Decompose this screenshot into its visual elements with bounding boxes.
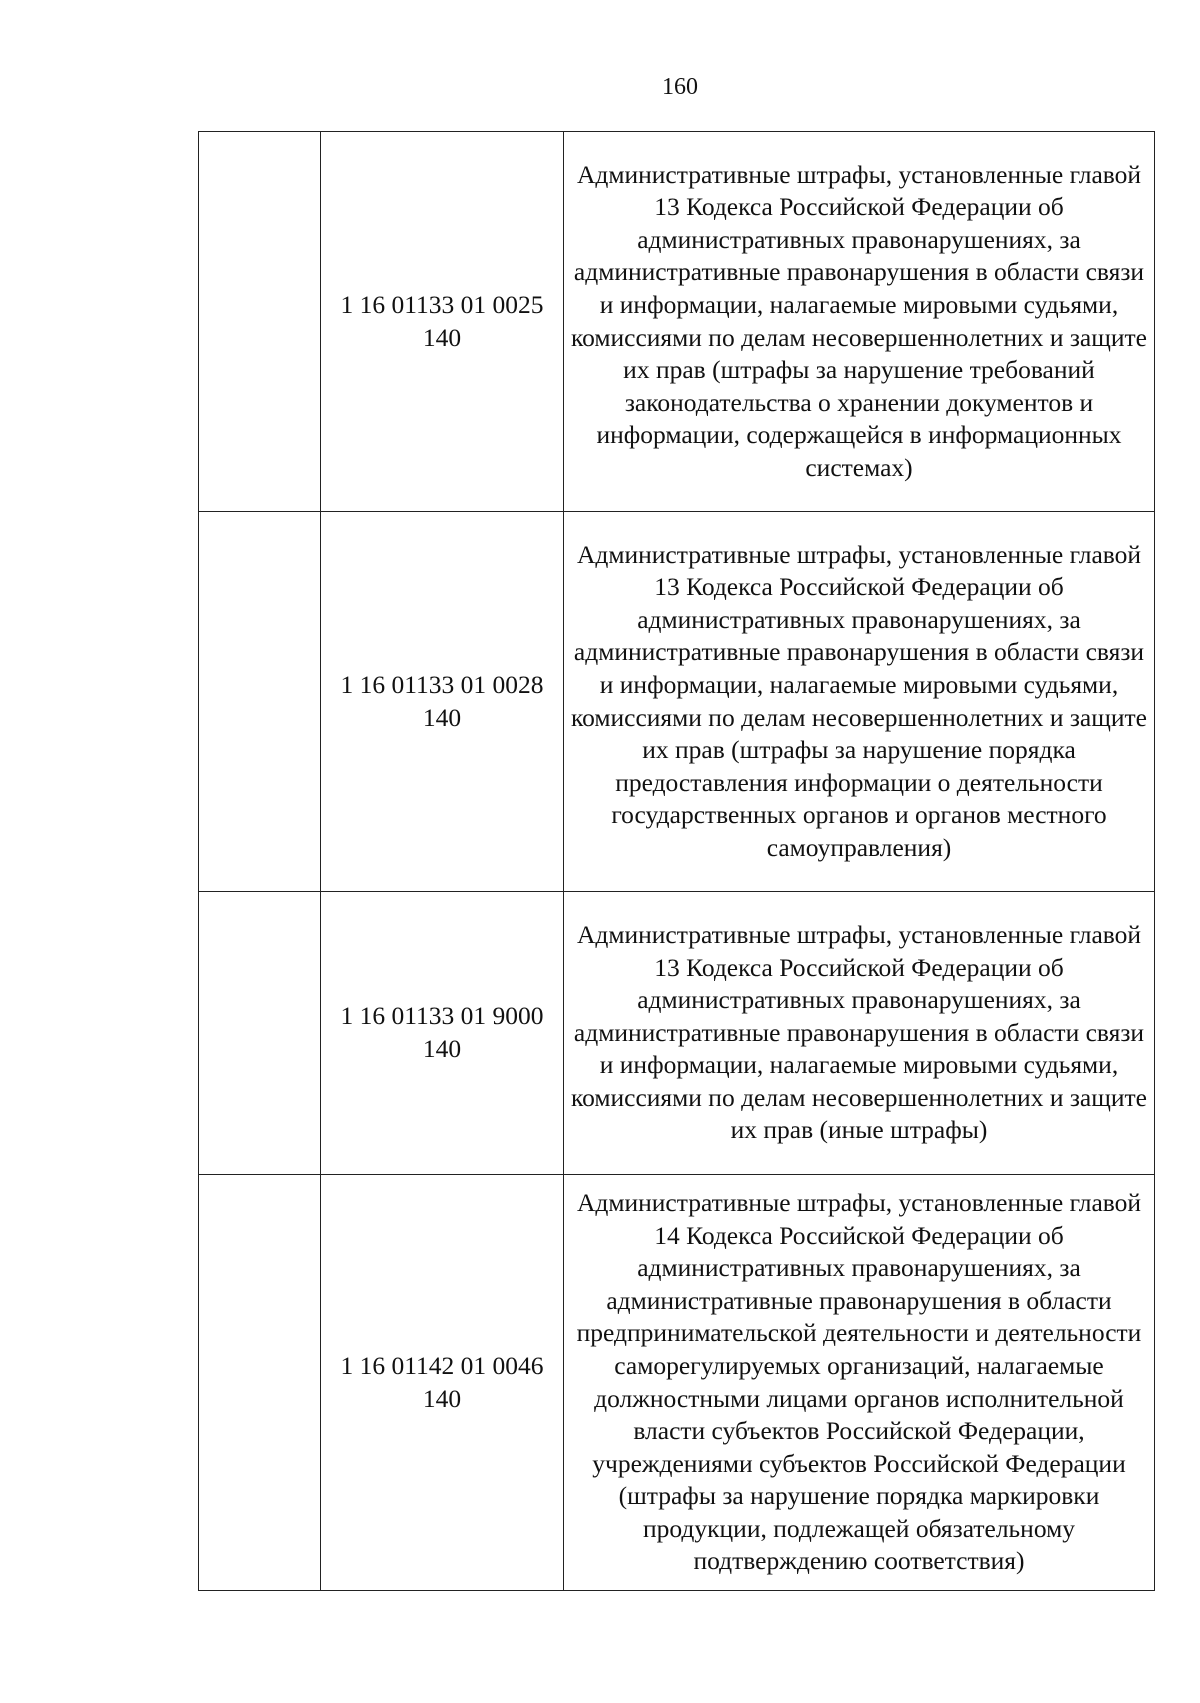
table-row bbox=[199, 1175, 1155, 1591]
page-number: 160 bbox=[662, 74, 698, 100]
row-index-cell bbox=[199, 1175, 321, 1591]
table-row bbox=[199, 512, 1155, 892]
table-row bbox=[199, 892, 1155, 1175]
description-cell: Административные штрафы, установленные главой 13 Кодекса Российской Федерации об административных правонарушениях, за административные правонарушения в области связи и информации, налагаемые мировыми судьями, комиссиями по делам несовершеннолетних и защите их прав (штрафы за нарушение требований законодательства о хранении документов и информации, содержащейся в информационных системах) bbox=[564, 132, 1155, 512]
budget-code-cell: 1 16 01133 01 9000 140 bbox=[321, 892, 564, 1175]
description-cell: Административные штрафы, установленные главой 13 Кодекса Российской Федерации об административных правонарушениях, за административные правонарушения в области связи и информации, налагаемые мировыми судьями, комиссиями по делам несовершеннолетних и защите их прав (штрафы за нарушение порядка предоставления информации о деятельности государственных органов и органов местного самоуправления) bbox=[564, 512, 1155, 892]
budget-code-cell: 1 16 01142 01 0046 140 bbox=[321, 1175, 564, 1591]
description-cell: Административные штрафы, установленные главой 13 Кодекса Российской Федерации об административных правонарушениях, за административные правонарушения в области связи и информации, налагаемые мировыми судьями, комиссиями по делам несовершеннолетних и защите их прав (иные штрафы) bbox=[564, 892, 1155, 1175]
description-cell: Административные штрафы, установленные главой 14 Кодекса Российской Федерации об административных правонарушениях, за административные правонарушения в области предпринимательской деятельности и деятельности саморегулируемых организаций, налагаемые должностными лицами органов исполнительной власти субъектов Российской Федерации, учреждениями субъектов Российской Федерации (штрафы за нарушение порядка маркировки продукции, подлежащей обязательному подтверждению соответствия) bbox=[564, 1175, 1155, 1591]
row-index-cell bbox=[199, 892, 321, 1175]
budget-code-table bbox=[198, 131, 1155, 1591]
row-index-cell bbox=[199, 512, 321, 892]
table-row bbox=[199, 132, 1155, 512]
budget-code-cell: 1 16 01133 01 0028 140 bbox=[321, 512, 564, 892]
row-index-cell bbox=[199, 132, 321, 512]
budget-code-cell: 1 16 01133 01 0025 140 bbox=[321, 132, 564, 512]
